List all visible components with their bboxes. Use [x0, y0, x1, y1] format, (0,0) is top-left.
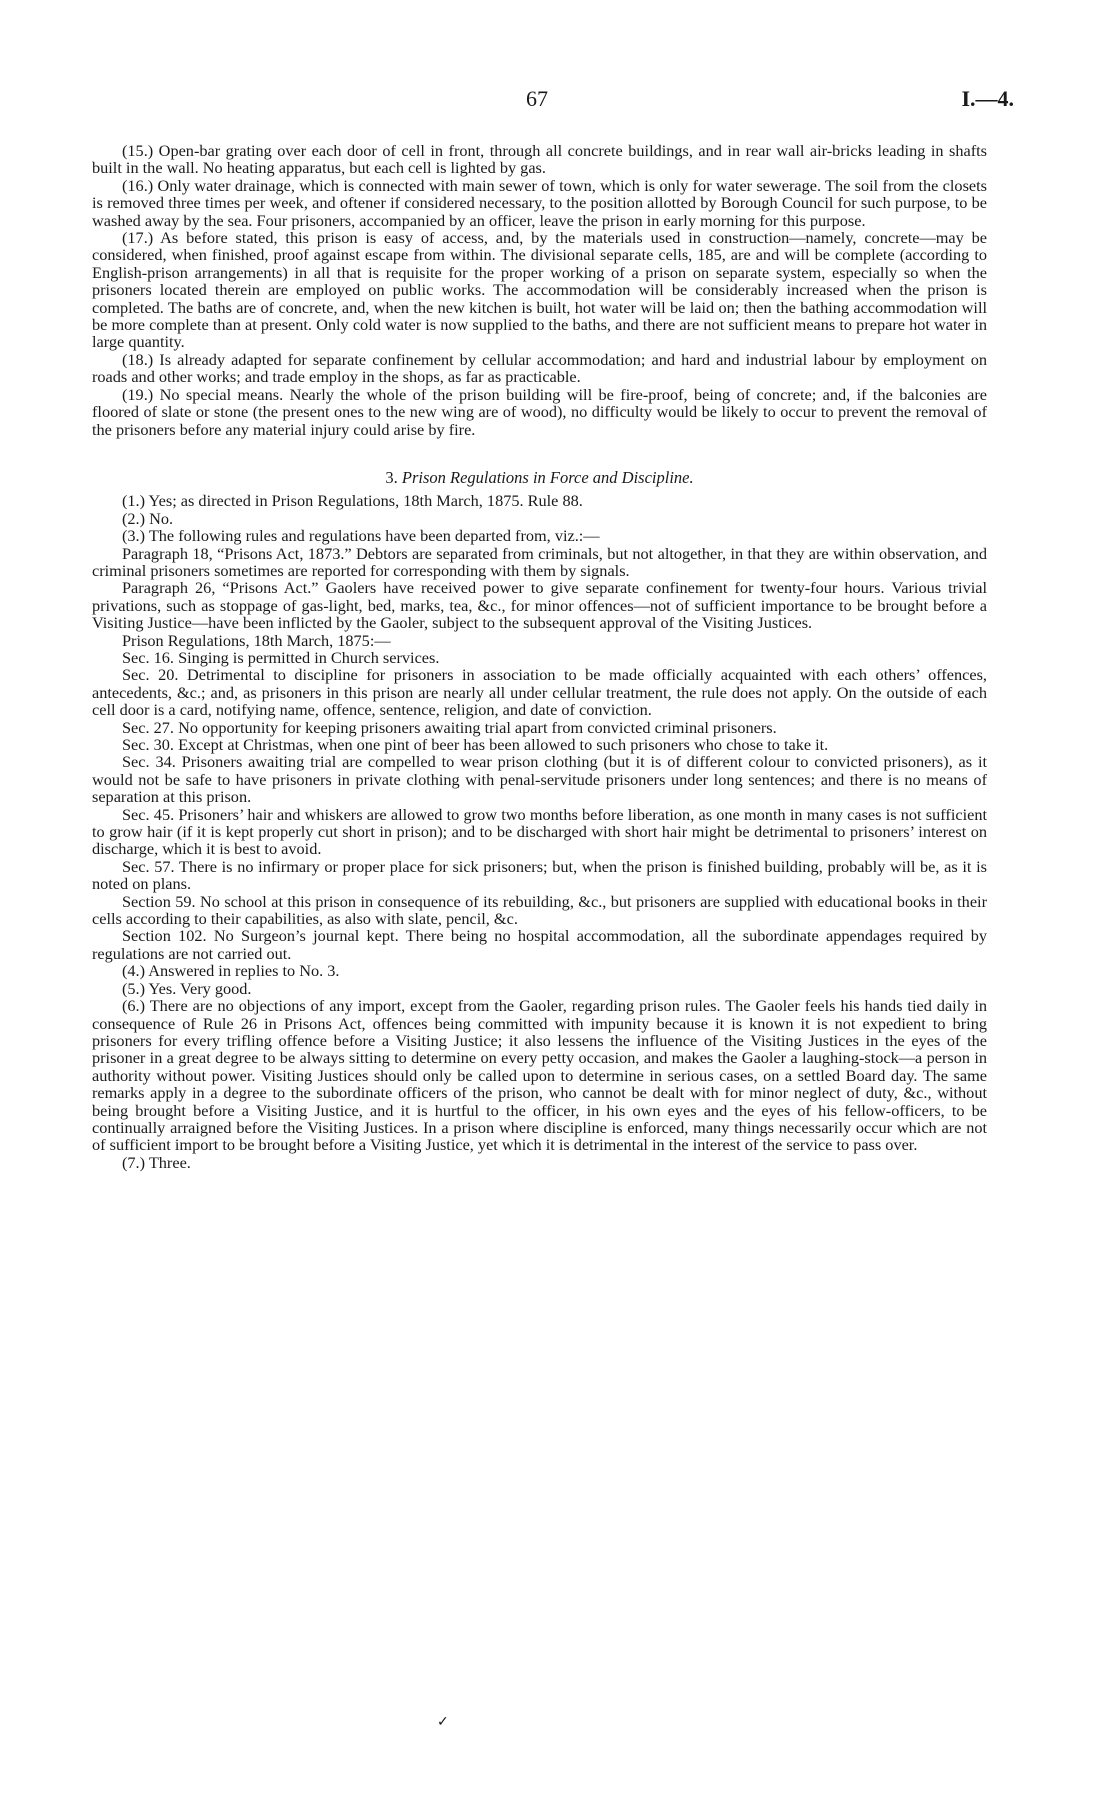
- answer-6: (6.) There are no objections of any import, except from the Gaoler, regarding prison rules. The Gaoler feels his hands tied daily in consequence of Rule 26 in Prisons Act, offences being committed with impunity because it is known it is not expedient to bring prisoners for every trifling offence before a Visiting Justice; it also lessens the influence of the Visiting Justices in the eyes of the prisoner in a great degree to be always sitting to determine on every petty occasion, and makes the Gaoler a laughing-stock—a person in authority without power. Visiting Justices should only be called upon to determine in serious cases, on a settled Board day. The same remarks apply in a degree to the subordinate officers of the prison, who cannot be dealt with for minor neglect of duty, &c., without being brought before a Visiting Justice, and it is hurtful to the officer, in his own eyes and the eyes of his fellow-officers, to be continually arraigned before the Visiting Justices. In a prison where discipline is enforced, many things necessarily occur which are not of sufficient import to be brought before a Visiting Justice, yet which it is detrimental in the interest of the service to pass over.: [92, 996, 987, 1155]
- paragraph-18-prisons-act: Paragraph 18, “Prisons Act, 1873.” Debtors are separated from criminals, but not altogether, in that they are within observation, and criminal prisoners sometimes are reported for corresponding with them by signals.: [92, 543, 987, 580]
- paragraph-18: (18.) Is already adapted for separate confinement by cellular accommodation; and hard and industrial labour by employment on roads and other works; and trade employ in the shops, as far as practicable.: [92, 349, 987, 387]
- section-heading: [92, 469, 987, 486]
- section-102: Section 102. No Surgeon’s journal kept. There being no hospital accommodation, all the subordinate appendages required by regulations are not carried out.: [92, 926, 987, 963]
- paragraph-19: (19.) No special means. Nearly the whole of the prison building will be fire-proof, being of concrete; and, if the balconies are floored of slate or stone (the present ones to the new wing are of wood), no difficulty would be likely to occur to prevent the removal of the prisoners before any material injury could arise by fire.: [92, 384, 987, 439]
- answer-1: (1.) Yes; as directed in Prison Regulations, 18th March, 1875. Rule 88.: [122, 491, 583, 511]
- page-header: [92, 86, 1014, 116]
- sec-16: Sec. 16. Singing is permitted in Church services.: [122, 647, 440, 667]
- paragraph-16: (16.) Only water drainage, which is connected with main sewer of town, which is only for water sewerage. The soil from the closets is removed three times per week, and oftener if considered necessary, to the position allotted by Borough Council for such purpose, to be washed away by the sea. Four prisoners, accompanied by an officer, leave the prison in early morning for this purpose.: [92, 175, 987, 230]
- prison-regulations-intro: Prison Regulations, 18th March, 1875:—: [122, 630, 391, 650]
- print-speck-mark: ✓: [437, 1715, 449, 1730]
- answer-7: (7.) Three.: [122, 1152, 191, 1172]
- answer-2: (2.) No.: [122, 508, 174, 528]
- sec-57: Sec. 57. There is no infirmary or proper place for sick prisoners; but, when the prison is finished building, probably will be, as it is noted on plans.: [92, 856, 987, 894]
- answer-3: (3.) The following rules and regulations have been departed from, viz.:—: [122, 526, 600, 546]
- section-title: Prison Regulations in Force and Discipline.: [401, 467, 694, 487]
- sec-27: Sec. 27. No opportunity for keeping prisoners awaiting trial apart from convicted criminal prisoners.: [122, 717, 777, 737]
- paragraph-26-prisons-act: Paragraph 26, “Prisons Act.” Gaolers have received power to give separate confinement for twenty-four hours. Various trivial privations, such as stoppage of gas-light, bed, marks, tea, &c., for minor offences—not of sufficient importance to be brought before a Visiting Justice—have been inflicted by the Gaoler, subject to the subsequent approval of the Visiting Justices.: [92, 578, 987, 633]
- sec-30: Sec. 30. Except at Christmas, when one pint of beer has been allowed to such prisoners who chose to take it.: [122, 735, 829, 754]
- body-text: [92, 142, 987, 1171]
- document-reference: I.—4.: [961, 86, 1014, 111]
- section-number: 3.: [385, 467, 398, 487]
- section-59: Section 59. No school at this prison in consequence of its rebuilding, &c., but prisoners are supplied with educational books in their cells according to their capabilities, as also with slate, pencil, &c.: [92, 891, 987, 929]
- sec-45: Sec. 45. Prisoners’ hair and whiskers are allowed to grow two months before liberation, as one month in many cases is not sufficient to grow hair (if it is kept properly cut short in prison); and to be discharged with short hair might be detrimental to prisoners’ interest on discharge, which it is best to avoid.: [92, 804, 987, 859]
- sec-34: Sec. 34. Prisoners awaiting trial are compelled to wear prison clothing (but it is of different colour to convicted prisoners), as it would not be safe to have prisoners in private clothing with penal-servitude prisoners under long sentences; and there is no means of separation at this prison.: [92, 752, 987, 807]
- sec-20: Sec. 20. Detrimental to discipline for prisoners in association to be made officially acquainted with each others’ offences, antecedents, &c.; and, as prisoners in this prison are nearly all under cellular treatment, the rule does not apply. On the outside of each cell door is a card, notifying name, offence, sentence, religion, and date of conviction.: [92, 665, 987, 720]
- paragraph-17: (17.) As before stated, this prison is easy of access, and, by the materials used in construction—namely, concrete—may be considered, when finished, proof against escape from within. The divisional separate cells, 185, are and will be complete (according to English-prison arrangements) in all that is requisite for the proper working of a prison on separate system, especially so when the prisoners located therein are employed on public works. The accommodation will be considerably increased when the prison is completed. The baths are of concrete, and, when the new kitchen is built, hot water will be laid on; then the bathing accommodation will be more complete than at present. Only cold water is now supplied to the baths, and there are not sufficient means to prepare hot water in large quantity.: [92, 228, 987, 352]
- answer-4: (4.) Answered in replies to No. 3.: [122, 961, 340, 981]
- page-number: 67: [526, 86, 548, 111]
- answer-5: (5.) Yes. Very good.: [122, 978, 252, 998]
- paragraph-15: (15.) Open-bar grating over each door of cell in front, through all concrete buildings, and in rear wall air-bricks leading in shafts built in the wall. No heating apparatus, but each cell is lighted by gas.: [92, 141, 987, 178]
